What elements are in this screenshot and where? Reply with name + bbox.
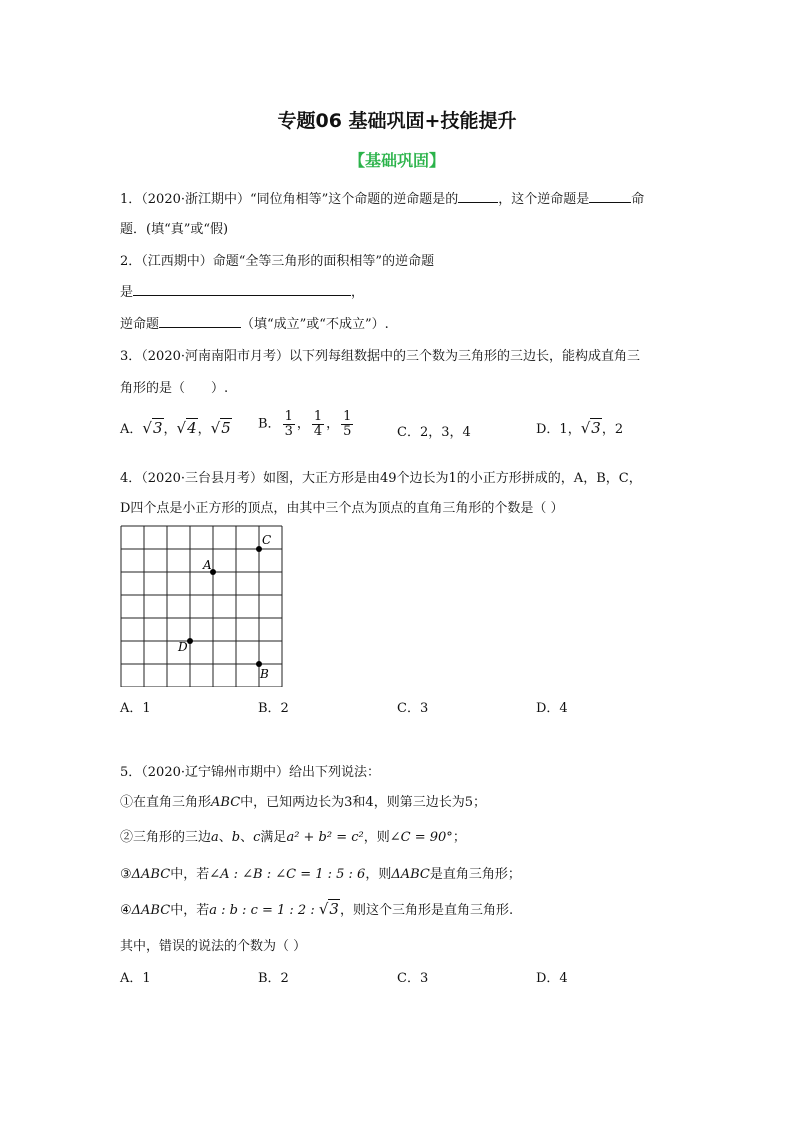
q3-sep: ， bbox=[163, 422, 177, 437]
sqrt-icon: √3 bbox=[142, 419, 163, 437]
fraction bbox=[283, 410, 295, 438]
q5-s1-math: ABC bbox=[211, 795, 241, 810]
q5-s3-tri: ΔABC bbox=[131, 867, 171, 882]
q2-line2 bbox=[120, 281, 364, 300]
q3-a-radicand-3: 5 bbox=[221, 419, 231, 437]
q5-line1: 5．（2020·辽宁锦州市期中）给出下列说法： bbox=[120, 765, 380, 780]
q5-statement-4 bbox=[120, 899, 513, 918]
q5-s2-var-a: a bbox=[211, 830, 219, 845]
q2-text-b: ， bbox=[351, 285, 365, 300]
q3-a-radicand-2: 4 bbox=[187, 419, 197, 437]
sqrt-icon: √3 bbox=[580, 419, 601, 437]
q5-s3-text2: ，则 bbox=[365, 867, 392, 882]
q4-option-d[interactable]: D．4 bbox=[536, 701, 568, 716]
q5-s3-text3: 是直角三角形； bbox=[429, 867, 521, 882]
q3-option-b[interactable] bbox=[258, 410, 355, 438]
q5-option-d[interactable]: D．4 bbox=[536, 971, 568, 986]
q5-s2-text3: ，则 bbox=[363, 830, 390, 845]
q5-option-c[interactable]: C．3 bbox=[397, 971, 429, 986]
point-label-c: C bbox=[262, 533, 272, 547]
numerator: 1 bbox=[343, 409, 352, 424]
point-d bbox=[187, 638, 193, 644]
q1-text-c: 命 bbox=[631, 192, 645, 207]
q4-line2: D四个点是小正方形的顶点，由其中三个点为顶点的直角三角形的个数是（ ） bbox=[120, 501, 564, 516]
q5-s2-end: ； bbox=[452, 830, 466, 845]
q5-s2-var-c: c bbox=[253, 830, 261, 845]
q3-option-d[interactable] bbox=[536, 418, 623, 437]
q3-option-d-tail: ，2 bbox=[601, 422, 624, 437]
point-label-b: B bbox=[260, 667, 269, 681]
fraction bbox=[341, 410, 353, 438]
q5-statement-1 bbox=[120, 791, 486, 810]
q3-sep: ， bbox=[296, 416, 310, 432]
q5-s2-var-b: b bbox=[231, 830, 241, 845]
q3-option-c[interactable]: C．2，3，4 bbox=[397, 425, 471, 440]
q1-text-a: 1．（2020·浙江期中）“同位角相等”这个命题的逆命题是的 bbox=[120, 192, 459, 207]
q3-line1: 3．（2020·河南南阳市月考）以下列每组数据中的三个数为三角形的三边长，能构成直角三 bbox=[120, 349, 640, 364]
q1-blank-1[interactable] bbox=[458, 188, 498, 203]
q5-s4-num: ④ bbox=[120, 903, 132, 918]
q5-s2-text: ②三角形的三边 bbox=[120, 830, 212, 845]
q1-line2: 题．(填“真”或“假) bbox=[120, 222, 229, 237]
q3-option-a[interactable] bbox=[120, 418, 232, 437]
q2-blank-1[interactable] bbox=[133, 281, 351, 296]
q5-option-a[interactable]: A．1 bbox=[120, 971, 151, 986]
q5-s2-text2: 满足 bbox=[260, 830, 287, 845]
q5-statement-3 bbox=[120, 863, 521, 882]
q2-line3 bbox=[120, 313, 389, 332]
q3-option-d-label: D．1， bbox=[536, 422, 581, 437]
q5-s2-angle: ∠C = 90° bbox=[389, 830, 453, 845]
q2-text-a: 是 bbox=[120, 285, 134, 300]
q5-s3-ratio: ∠A : ∠B : ∠C = 1 : 5 : 6 bbox=[209, 867, 366, 882]
q4-option-a[interactable]: A．1 bbox=[120, 701, 151, 716]
q1-text-b: ，这个逆命题是 bbox=[498, 192, 590, 207]
q4-line1: 4．（2020·三台县月考）如图，大正方形是由49个边长为1的小正方形拼成的，A，B，C， bbox=[120, 471, 642, 486]
sqrt-icon: √4 bbox=[176, 419, 197, 437]
section-heading: 【基础巩固】 bbox=[348, 151, 445, 170]
numerator: 1 bbox=[313, 409, 323, 424]
q3-option-b-label: B． bbox=[258, 416, 281, 432]
q5-s1-text: ①在直角三角形 bbox=[120, 795, 212, 810]
point-label-a: A bbox=[203, 558, 212, 572]
q5-s4-radicand: 3 bbox=[329, 900, 339, 918]
grid-svg bbox=[120, 525, 283, 687]
q2-text-d: （填“成立”或“不成立”）. bbox=[241, 317, 389, 332]
page-title: 专题06 基础巩固+技能提升 bbox=[277, 110, 517, 132]
q5-s2-sep: 、 bbox=[218, 830, 232, 845]
q5-s3-num: ③ bbox=[120, 867, 132, 882]
q3-line2: 角形的是（ ）. bbox=[120, 381, 229, 396]
q5-s1-text2: 中，已知两边长为3和4，则第三边长为5； bbox=[240, 795, 486, 810]
q5-s2-sep: 、 bbox=[240, 830, 254, 845]
q5-line-final: 其中，错误的说法的个数为（ ） bbox=[120, 939, 307, 954]
numerator: 1 bbox=[284, 409, 293, 424]
q5-s4-tri: ΔABC bbox=[131, 903, 171, 918]
q4-option-c[interactable]: C．3 bbox=[397, 701, 429, 716]
q5-s4-text2: ，则这个三角形是直角三角形. bbox=[339, 903, 514, 918]
point-label-d: D bbox=[178, 640, 188, 654]
q3-sep: ， bbox=[197, 422, 211, 437]
q5-option-b[interactable]: B．2 bbox=[258, 971, 289, 986]
q3-option-a-label: A． bbox=[120, 422, 143, 437]
q5-s3-text: 中，若 bbox=[170, 867, 210, 882]
q4-option-b[interactable]: B．2 bbox=[258, 701, 289, 716]
fraction bbox=[312, 410, 324, 438]
q2-text-c: 逆命题 bbox=[120, 317, 160, 332]
q5-s4-ratio: a : b : c = 1 : 2 : bbox=[209, 903, 319, 918]
q5-s2-equation: a² + b² = c² bbox=[286, 830, 364, 845]
q2-line1: 2．（江西期中）命题“全等三角形的面积相等”的逆命题 bbox=[120, 254, 435, 269]
q1-line1 bbox=[120, 188, 644, 207]
q3-d-radicand: 3 bbox=[591, 419, 601, 437]
grid-figure bbox=[120, 525, 283, 687]
q5-statement-2 bbox=[120, 826, 466, 845]
denominator: 5 bbox=[343, 423, 352, 439]
sqrt-icon: √5 bbox=[210, 419, 231, 437]
denominator: 4 bbox=[313, 423, 323, 439]
sqrt-icon: √3 bbox=[318, 900, 339, 918]
q2-blank-2[interactable] bbox=[159, 313, 241, 328]
q5-s3-tri2: ΔABC bbox=[391, 867, 430, 882]
denominator: 3 bbox=[284, 423, 293, 439]
q1-blank-2[interactable] bbox=[589, 188, 631, 203]
q3-a-radicand-1: 3 bbox=[152, 419, 163, 437]
q3-sep: ， bbox=[326, 416, 340, 432]
q5-s4-text: 中，若 bbox=[170, 903, 210, 918]
